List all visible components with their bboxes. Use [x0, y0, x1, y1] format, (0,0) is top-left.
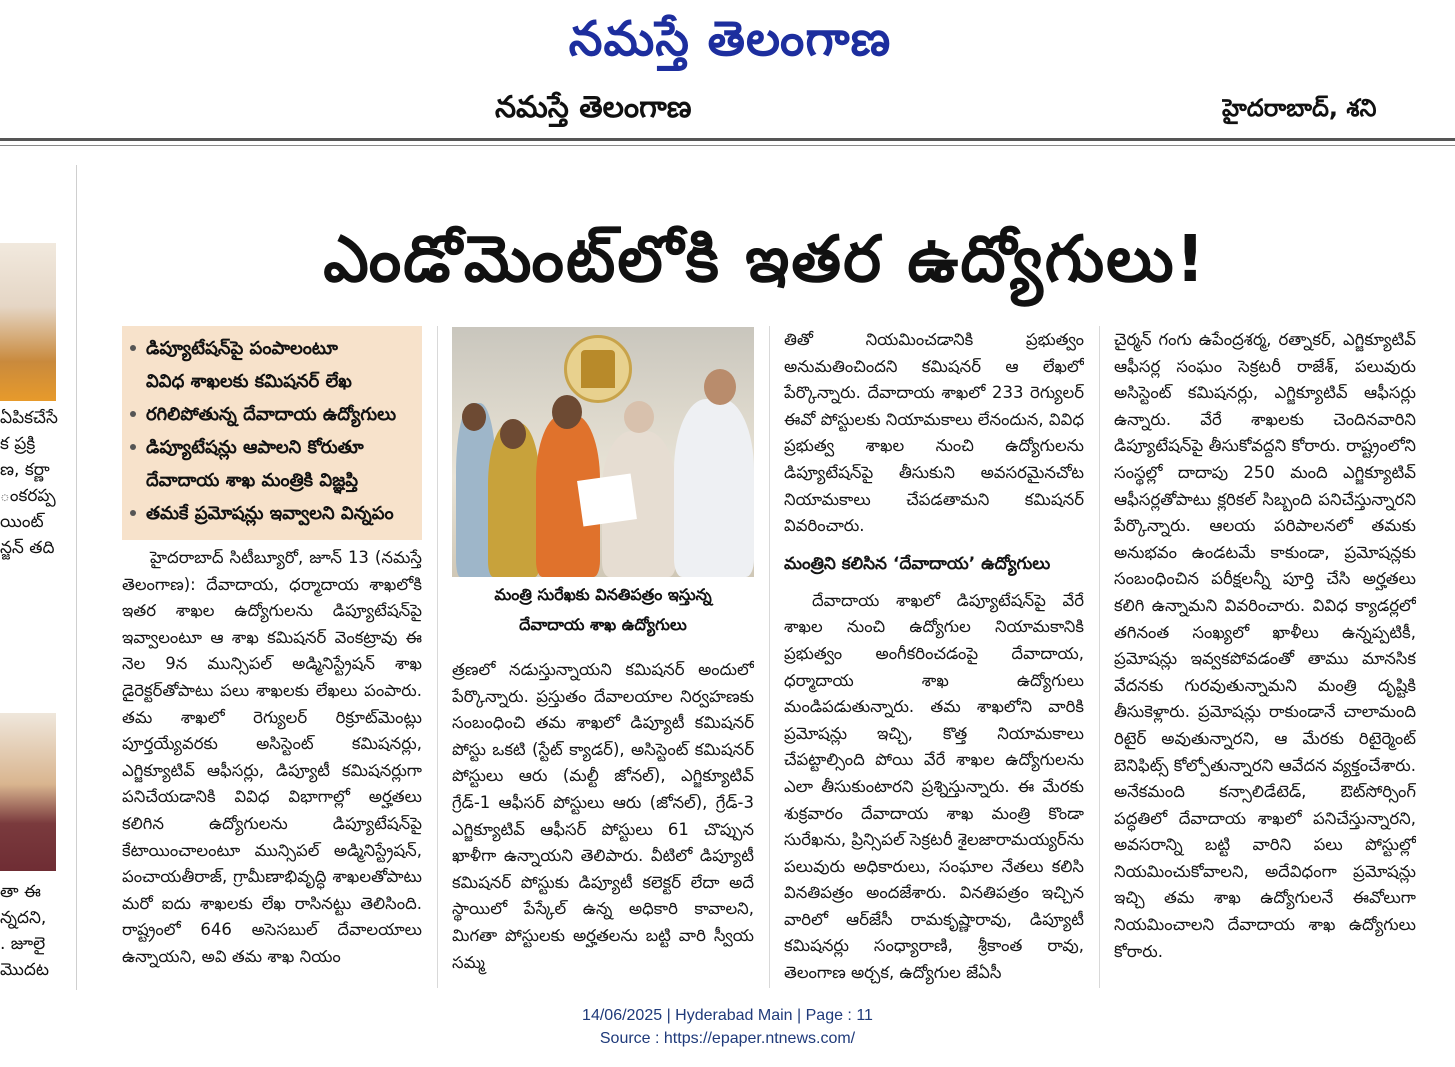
- adjacent-text-fragment: తా ఈ న్నదని, . జూలై మొదట: [0, 882, 49, 980]
- article-paragraph: హైదరాబాద్ సిటీబ్యూరో, జూన్ 13 (నమస్తే తెలంగాణ): దేవాదాయ, ధర్మాదాయ శాఖలోకి ఇతర శాఖల ఉద్యోగులను డిప్యూటేషన్‌పై ఇవ్వాలంటూ ఆ శాఖ కమిషనర్ వెంకట్రావు ఈ నెల 9న మున్సిపల్ అడ్మినిస్ట్రేషన్ శాఖ డైరెక్టర్‌తోపాటు పలు శాఖలకు లేఖలు పంపారు. తమ శాఖలో రెగ్యులర్ రిక్రూట్‌మెంట్లు పూర్తయ్యేవరకు అసిస్టెంట్ కమిషనర్లు, ఎగ్జిక్యూటివ్ ఆఫీసర్లు, డిప్యూటీ కమిషనర్లుగా పనిచేయడానికి వివిధ విభాగాల్లో అర్హతలు కలిగిన ఉద్యోగులను డిప్యూటేషన్‌పై కేటాయించాలంటూ మున్సిపల్ అడ్మినిస్ట్రేషన్, పంచాయతీరాజ్, గ్రామీణాభివృద్ధి శాఖలతోపాటు మరో ఐదు శాఖలకు లేఖ రాసినట్టు తెలిసింది. రాష్ట్రంలో 646 అసెసబుల్ దేవాలయాలు ఉన్నాయని, అవి తమ శాఖ నియం: [122, 548, 422, 966]
- caption-line: మంత్రి సురేఖకు వినతిపత్రం ఇస్తున్న: [494, 585, 712, 604]
- article-paragraph: చైర్మన్ గంగు ఉపేంద్రశర్మ, రత్నాకర్, ఎగ్జిక్యూటివ్ ఆఫీసర్ల సంఘం సెక్రటరీ రాజేశ్, పలువురు అసిస్టెంట్ కమిషనర్లు, ఎగ్జిక్యూటివ్ ఆఫీసర్లు ఉన్నారు. వేరే శాఖలకు చెందినవారిని డిప్యూటేషన్‌పై తీసుకోవద్దని కోరారు. రాష్ట్రంలోని సంస్థల్లో దాదాపు 250 మంది ఎగ్జిక్యూటివ్ ఆఫీసర్లతోపాటు క్లరికల్ సిబ్బంది పనిచేస్తున్నారని పేర్కొన్నారు. ఆలయ పరిపాలనలో తమకు అనుభవం ఉండటమే కాకుండా, ప్రమోషన్లకు సంబంధించిన పరీక్షలన్నీ పూర్తి చేసి అర్హతలు కలిగి ఉన్నామని వివరించారు. వివిధ క్యాడర్లలో తగినంత సంఖ్యలో ఖాళీలు ఉన్నప్పటికీ, ప్రమోషన్లు ఇవ్వకపోవడంతో తాము మానసిక వేదనకు గురవుతున్నామని మంత్రి దృష్టికి తీసుకెళ్లారు. ప్రమోషన్లు రాకుండానే చాలామంది రిటైర్ అవుతున్నారని, ఆ మేరకు రిటైర్మెంట్ బెనిఫిట్స్ కోల్పోతున్నారని ఆవేదన వ్యక్తంచేశారు. అనేకమంది కన్సాలిడేటెడ్, ఔట్‌సోర్సింగ్ పద్ధతిలో దేవాదాయ శాఖలో పనిచేస్తున్నారని, అవసరాన్ని బట్టి వారిని పలు పోస్టుల్లో నియమించుకోవాలని, అదేవిధంగా ప్రమోషన్లు ఇచ్చి తమ శాఖ ఉద్యోగులనే ఈవోలుగా నియమించాలని దేవాదాయ శాఖ ఉద్యోగులు కోరారు.: [1114, 330, 1416, 961]
- adjacent-photo-man: [0, 243, 56, 401]
- article-column-4: [1114, 327, 1416, 990]
- page-footer: [0, 1004, 1455, 1050]
- petition-paper: [577, 473, 637, 526]
- newspaper-logo: నమస్తే తెలంగాణ: [568, 11, 892, 67]
- highlight-item-continued: వివిధ శాఖలకు కమిషనర్ లేఖ: [146, 371, 352, 392]
- article-headline: ఎండోమెంట్‌లోకి ఇతర ఉద్యోగులు!: [323, 223, 1207, 297]
- highlight-item: డిప్యూటేషన్లు ఆపాలని కోరుతూ: [122, 431, 422, 464]
- bullet-icon: [130, 510, 136, 516]
- article-paragraph: తితో నియమించడానికి ప్రభుత్వం అనుమతించిందని కమిషనర్ ఆ లేఖలో పేర్కొన్నారు. దేవాదాయ శాఖలో 233 రెగ్యులర్ ఈవో పోస్టులకు నియామకాలు లేనందున, వివిధ ప్రభుత్వ శాఖల నుంచి ఉద్యోగులను డిప్యూటేషన్‌పై తీసుకుని అవసరమైనచోట నియామకాలు చేపడతామని కమిషనర్ వివరించారు.: [784, 330, 1084, 536]
- caption-line: దేవాదాయ శాఖ ఉద్యోగులు: [519, 615, 687, 634]
- footer-edition-line: 14/06/2025 | Hyderabad Main | Page : 11: [582, 1007, 873, 1024]
- footer-source-line: Source : https://epaper.ntnews.com/: [599, 1030, 856, 1047]
- adjacent-article-edge: [0, 165, 77, 990]
- masthead-rule-thin: [0, 145, 1455, 146]
- article-column-1: [122, 545, 422, 990]
- bullet-icon: [130, 411, 136, 417]
- masthead: [0, 0, 1455, 150]
- masthead-rule: [0, 138, 1455, 141]
- news-photo: [452, 327, 754, 577]
- article-paragraph: త్రణలో నడుస్తున్నాయని కమిషనర్ అందులో పేర్కొన్నారు. ప్రస్తుతం దేవాలయాల నిర్వహణకు సంబంధించి తమ శాఖలో డిప్యూటీ కమిషనర్ పోస్టు ఒకటి (స్టేట్ క్యాడర్), అసిస్టెంట్ కమిషనర్ పోస్టులు ఆరు (మల్టీ జోనల్), ఎగ్జిక్యూటివ్ గ్రేడ్-1 ఆఫీసర్ పోస్టులు ఆరు (జోనల్), గ్రేడ్-3 ఎగ్జిక్యూటివ్ ఆఫీసర్ పోస్టులు 61 చొప్పున ఖాళీగా ఉన్నాయని తెలిపారు. వీటిలో డిప్యూటీ కమిషనర్ పోస్టుకు డిప్యూటీ కలెక్టర్ లేదా అదే స్థాయిలో పేస్కేల్ ఉన్న అధికారి కావాలని, మిగతా పోస్టులకు అర్హతలను బట్టి వారి స్వీయ సమ్మ: [452, 660, 754, 972]
- adjacent-text-fragment: ఏపికచేసే క ప్రక్రి ణ, కర్ణా ంకరప్ప యింట్ న్జన్ తది: [0, 408, 58, 558]
- article-column-3: [784, 327, 1084, 990]
- column-divider: [769, 326, 770, 988]
- article-column-2: [452, 657, 754, 990]
- column-divider: [437, 326, 438, 988]
- column-divider: [1099, 326, 1100, 988]
- article-paragraph: దేవాదాయ శాఖలో డిప్యూటేషన్‌పై వేరే శాఖల నుంచి ఉద్యోగుల నియామకానికి ప్రభుత్వం అంగీకరించడంపై దేవాదాయ, ధర్మాదాయ శాఖ ఉద్యోగులు మండిపడుతున్నారు. తమ శాఖలోని వారికి ప్రమోషన్లు ఇచ్చి, కొత్త నియామకాలు చేపట్టాల్సింది పోయి వేరే శాఖల ఉద్యోగులను ఎలా తీసుకుంటారని ప్రశ్నిస్తున్నారు. ఈ మేరకు శుక్రవారం దేవాదాయ శాఖ మంత్రి కొండా సురేఖను, ప్రిన్సిపల్ సెక్రటరీ శైలజారామయ్యర్‌ను పలువురు అధికారులు, సంఘాల నేతలు కలిసి వినతిపత్రం అందజేశారు. వినతిపత్రం ఇచ్చిన వారిలో ఆర్‌జేసీ రామకృష్ణారావు, డిప్యూటీ కమిషనర్లు సంధ్యారాణి, శ్రీకాంత రావు, తెలంగాణ అర్చక, ఉద్యోగుల జేఏసీ: [784, 590, 1084, 983]
- adjacent-photo-woman: [0, 713, 56, 871]
- masthead-strip-left: నమస్తే తెలంగాణ: [495, 90, 692, 125]
- highlight-item: రగిలిపోతున్న దేవాదాయ ఉద్యోగులు: [122, 398, 422, 431]
- highlight-item: డిప్యూటేషన్‌పై పంపాలంటూ: [122, 332, 422, 365]
- highlight-item-continued: దేవాదాయ శాఖ మంత్రికి విజ్ఞప్తి: [146, 470, 359, 491]
- photo-caption: [452, 580, 754, 644]
- article-subheading: మంత్రిని కలిసిన ‘దేవాదాయ’ ఉద్యోగులు: [784, 553, 1051, 574]
- bullet-icon: [130, 345, 136, 351]
- highlight-item: తమకే ప్రమోషన్లు ఇవ్వాలని విన్నపం: [122, 497, 422, 530]
- highlights-box: [122, 326, 422, 540]
- bullet-icon: [130, 444, 136, 450]
- masthead-strip-right: హైదరాబాద్, శని: [1222, 94, 1377, 122]
- telangana-emblem-icon: [564, 335, 632, 403]
